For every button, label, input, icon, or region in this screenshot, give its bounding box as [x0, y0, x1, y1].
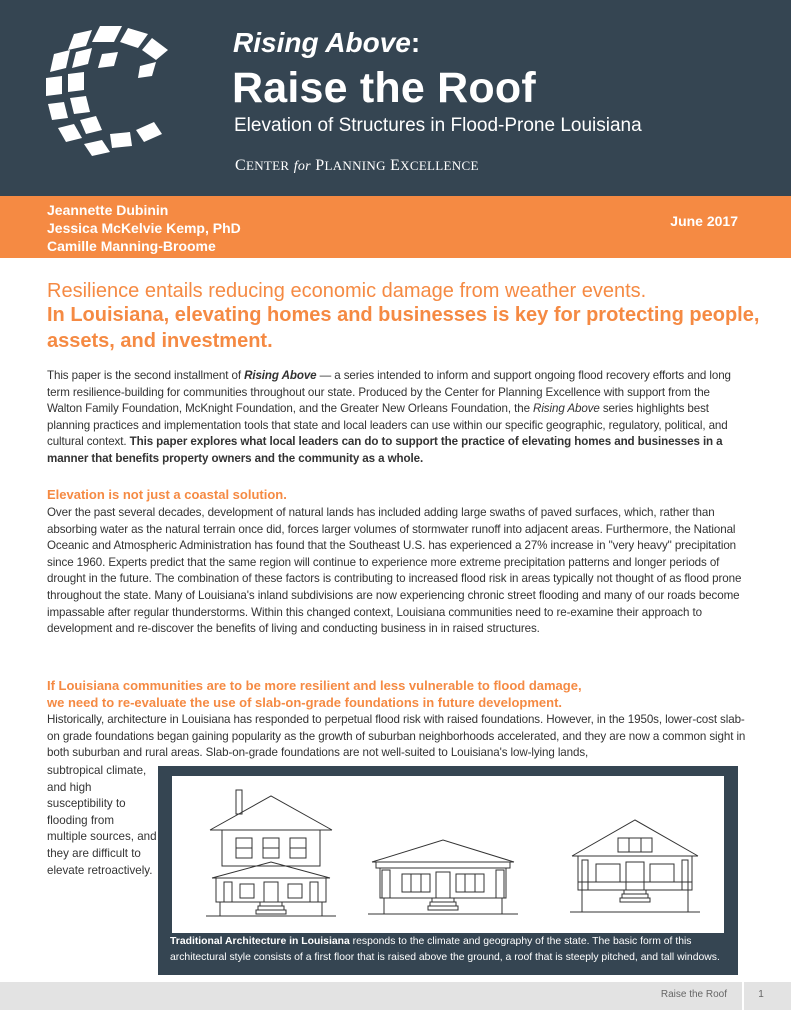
figure-drawings: [172, 776, 724, 933]
section-heading-line: we need to re-evaluate the use of slab-on-grade foundations in future development.: [47, 695, 563, 710]
series-name-inline: Rising Above: [244, 369, 317, 382]
text-run: series highlights best planning practices and implementation tools that state and local leaders can use within our specific geographic, regulatory, political, and cultural context.: [47, 402, 728, 449]
lead-statement: Resilience entails reducing economic damage from weather events.: [47, 280, 647, 302]
page-title: Raise the Roof: [232, 64, 536, 112]
author-name: Jeannette Dubinin: [47, 202, 169, 218]
page-number-box: [742, 982, 778, 1010]
series-name: Rising Above: [233, 27, 411, 58]
author-name: Jessica McKelvie Kemp, PhD: [47, 220, 241, 236]
author-list: [47, 201, 241, 255]
org-word-2: for: [293, 159, 311, 174]
org-word-1-rest: ENTER: [245, 158, 290, 173]
page-number: 1: [758, 989, 764, 1000]
two-story-raised-house-drawing: [206, 784, 336, 922]
organization-name: [235, 156, 479, 177]
footer-title: Raise the Roof: [660, 989, 727, 1000]
org-word-4-cap: E: [390, 157, 401, 174]
architecture-figure: [158, 766, 738, 975]
author-band: [0, 196, 791, 258]
section-heading: Elevation is not just a coastal solution.: [47, 487, 287, 502]
org-word-1-cap: C: [235, 157, 246, 174]
series-title: [233, 26, 420, 60]
figure-caption: [170, 934, 730, 965]
section-heading-line: If Louisiana communities are to be more resilient and less vulnerable to flood damage,: [47, 678, 582, 693]
page-subtitle: Elevation of Structures in Flood-Prone Louisiana: [234, 115, 642, 136]
cpex-c-logo-icon: [40, 20, 180, 160]
section-paragraph: Historically, architecture in Louisiana has responded to perpetual flood risk with raised foundations. However, in the 1950s, lower-cost slab-on grade foundations began gaining popularity as the growth of suburban neighborhoods accelerated, and they are now a common sight in both suburban and rural areas. Slab-on-grade foundations are not well-suited to Louisiana's low-lying lands,: [47, 713, 746, 760]
section-heading: [47, 677, 647, 711]
section-paragraph-continued: subtropical climate, and high susceptibility to flooding from multiple sources, and they are difficult to elevate retroactively.: [47, 764, 157, 877]
text-run: This paper is the second installment of: [47, 369, 245, 382]
figure-caption-title: Traditional Architecture in Louisiana: [170, 936, 350, 947]
raised-cottage-drawing: [570, 816, 700, 922]
org-word-4-rest: XCELLENCE: [400, 158, 479, 173]
key-statement: This paper explores what local leaders can do to support the practice of elevating homes and businesses in a manner that benefits property owners and the community as a whole.: [47, 435, 723, 465]
intro-paragraph: [47, 368, 747, 468]
header-banner: [0, 0, 791, 196]
org-word-3-rest: LANNING: [324, 158, 386, 173]
publication-date: June 2017: [670, 213, 738, 229]
series-colon: :: [410, 27, 421, 58]
figure-caption-text: responds to the climate and geography of the state. The basic form of this architectural style consists of a first floor that is raised above the ground, a roof that is steeply pitched, and tall windows.: [170, 936, 720, 963]
series-name-inline: Rising Above: [533, 402, 600, 416]
section-paragraph: Over the past several decades, development of natural lands has included adding large swaths of paved surfaces, which, rather than absorbing water as the natural terrain once did, forces larger volumes of stormwater runoff into adjacent areas. Furthermore, the National Oceanic and Atmospheric Administration has found that the Southeast U.S. has experienced a 27% increase in "very heavy" precipitation since 1960. Experts predict that the same region will continue to experience more extreme precipitation patterns and longer periods of drought in the future. The combination of these factors is contributing to increased flood risk in areas typically not thought of as flood prone throughout the state. Many of Louisiana's inland subdivisions are now experiencing chronic street flooding and many of our roads become impassable after regular thunderstorms. Within this changed context, Louisiana communities need to re-examine their approach to development and re-discover the benefits of living and conducting business in in raised structures.: [47, 506, 742, 636]
org-word-3-cap: P: [315, 157, 325, 174]
author-name: Camille Manning-Broome: [47, 238, 216, 254]
lead-statement-bold: In Louisiana, elevating homes and businesses is key for protecting people, assets, and investment.: [47, 304, 760, 352]
raised-bungalow-drawing: [368, 838, 518, 922]
text-run: — a series intended to inform and support ongoing flood recovery efforts and long term resilience-building for communities throughout our state. Produced by the Center for Planning Excellence with support from the Walton Family Foundation, McKnight Foundation, and the Greater New Orleans Foundation, the: [47, 369, 731, 416]
